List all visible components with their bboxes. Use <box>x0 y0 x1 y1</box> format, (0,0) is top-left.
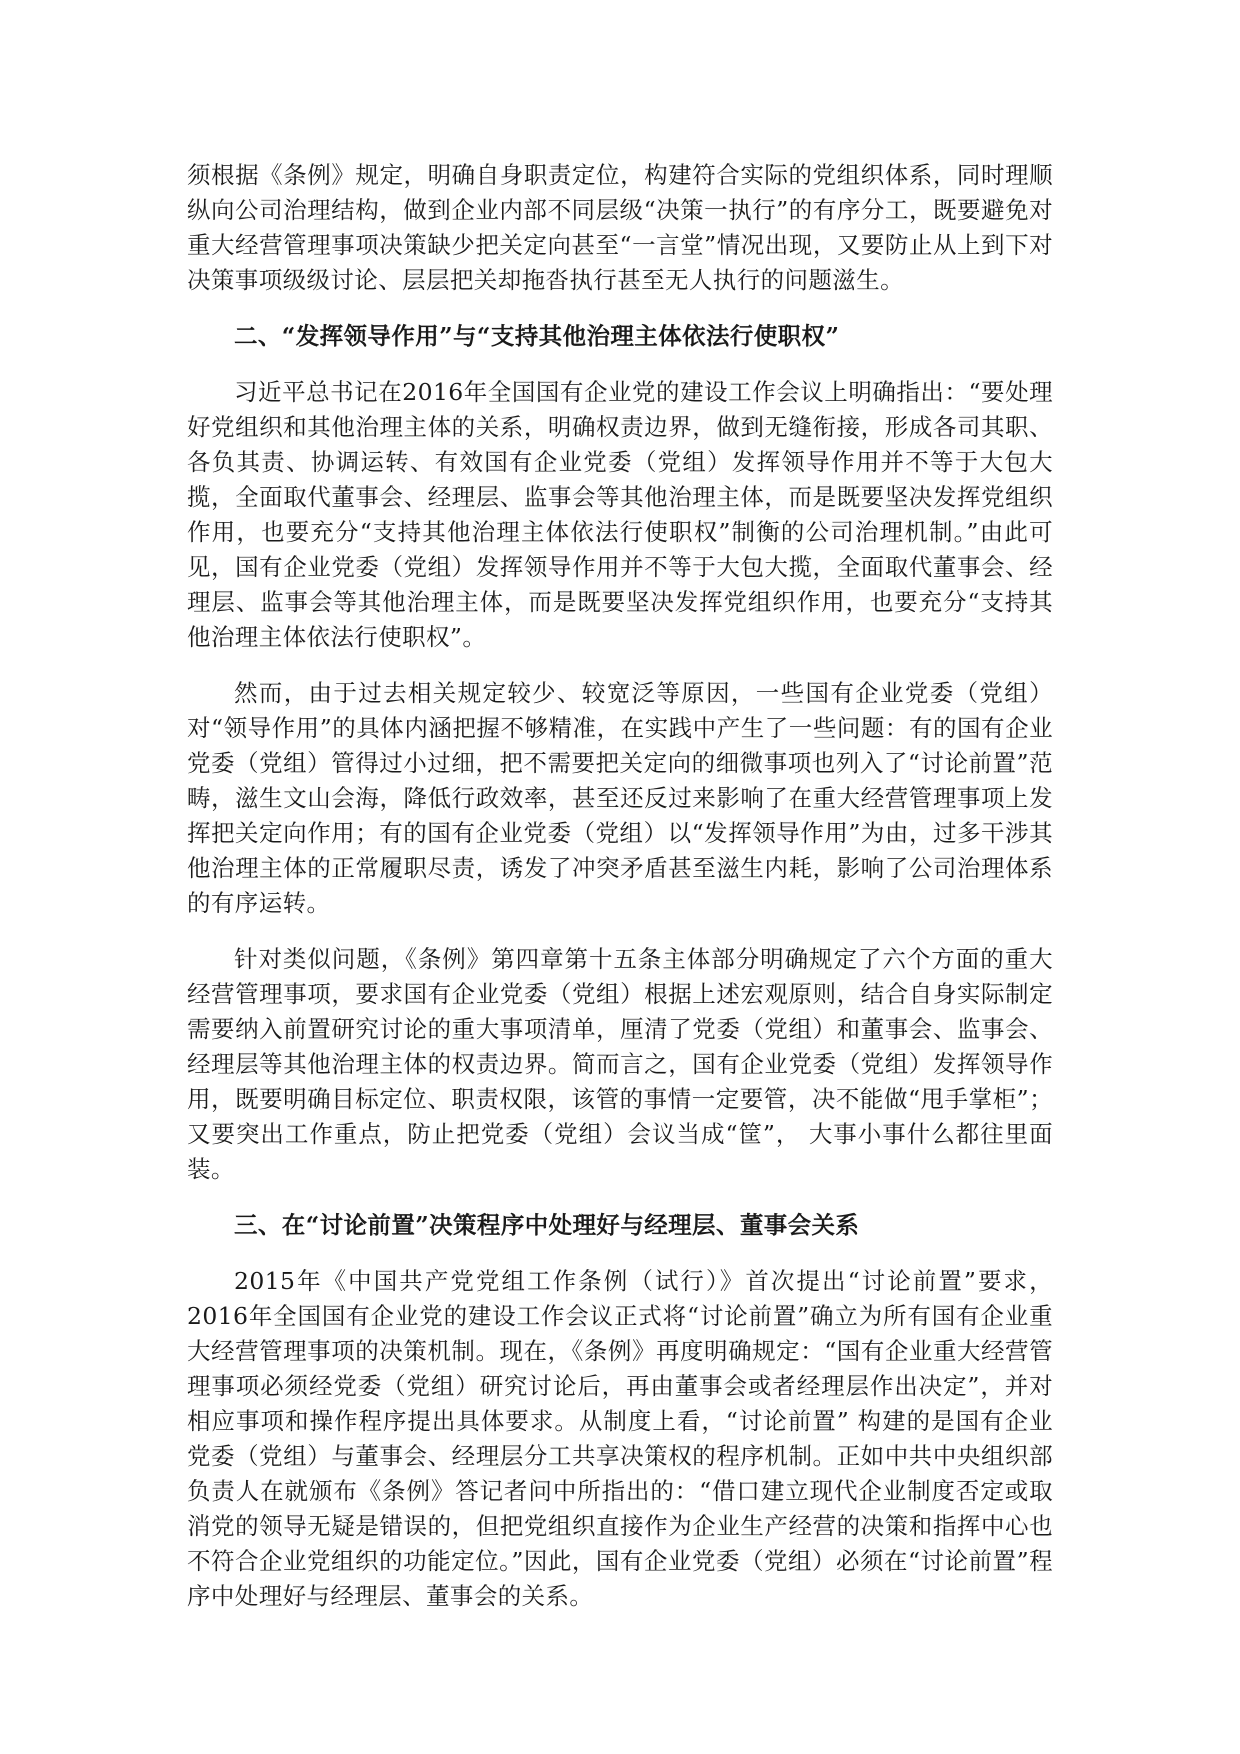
paragraph-continuation: 须根据《条例》规定，明确自身职责定位，构建符合实际的党组织体系，同时理顺纵向公司治理结构，做到企业内部不同层级“决策一执行”的有序分工，既要避免对重大经营管理事项决策缺少把关定向甚至“一言堂”情况出现，又要防止从上到下对决策事项级级讨论、层层把关却拖沓执行甚至无人执行的问题滋生。 <box>187 161 1053 294</box>
paragraph: 2015年《中国共产党党组工作条例（试行）》首次提出“讨论前置”要求，2016年全国国有企业党的建设工作会议正式将“讨论前置”确立为所有国有企业重大经营管理事项的决策机制。现在，《条例》再度明确规定：“国有企业重大经营管理事项必须经党委（党组）研究讨论后，再由董事会或者经理层作出决定”，并对相应事项和操作程序提出具体要求。从制度上看，“讨论前置” 构建的是国有企业党委（党组）与董事会、经理层分工共享决策权的程序机制。正如中共中央组织部负责人在就颁布《条例》答记者问中所指出的：“借口建立现代企业制度否定或取消党的领导无疑是错误的，但把党组织直接作为企业生产经营的决策和指挥中心也不符合企业党组织的功能定位。”因此，国有企业党委（党组）必须在“讨论前置”程序中处理好与经理层、董事会的关系。 <box>187 1267 1053 1610</box>
paragraph: 针对类似问题，《条例》第四章第十五条主体部分明确规定了六个方面的重大经营管理事项，要求国有企业党委（党组）根据上述宏观原则，结合自身实际制定需要纳入前置研究讨论的重大事项清单，厘清了党委（党组）和董事会、监事会、经理层等其他治理主体的权责边界。简而言之，国有企业党委（党组）发挥领导作用，既要明确目标定位、职责权限，该管的事情一定要管，决不能做“甩手掌柜”；又要突出工作重点，防止把党委（党组）会议当成“筐”， 大事小事什么都往里面装。 <box>187 945 1053 1183</box>
paragraph: 然而，由于过去相关规定较少、较宽泛等原因，一些国有企业党委（党组） 对“领导作用”的具体内涵把握不够精准，在实践中产生了一些问题：有的国有企业党委（党组）管得过小过细，把不需要把关定向的细微事项也列入了“讨论前置”范畴，滋生文山会海，降低行政效率，甚至还反过来影响了在重大经营管理事项上发挥把关定向作用；有的国有企业党委（党组）以“发挥领导作用”为由，过多干涉其他治理主体的正常履职尽责，诱发了冲突矛盾甚至滋生内耗，影响了公司治理体系的有序运转。 <box>187 679 1053 917</box>
section-heading-2: 二、“发挥领导作用”与“支持其他治理主体依法行使职权” <box>234 322 840 350</box>
paragraph: 习近平总书记在2016年全国国有企业党的建设工作会议上明确指出：“要处理好党组织和其他治理主体的关系，明确权责边界，做到无缝衔接，形成各司其职、各负其责、协调运转、有效国有企业党委（党组）发挥领导作用并不等于大包大揽，全面取代董事会、经理层、监事会等其他治理主体，而是既要坚决发挥党组织作用，也要充分“支持其他治理主体依法行使职权”制衡的公司治理机制。”由此可见，国有企业党委（党组）发挥领导作用并不等于大包大揽，全面取代董事会、经理层、监事会等其他治理主体，而是既要坚决发挥党组织作用，也要充分“支持其他治理主体依法行使职权”。 <box>187 378 1053 651</box>
document-page <box>187 158 1053 1635</box>
section-heading-3: 三、在“讨论前置”决策程序中处理好与经理层、董事会关系 <box>234 1211 860 1239</box>
